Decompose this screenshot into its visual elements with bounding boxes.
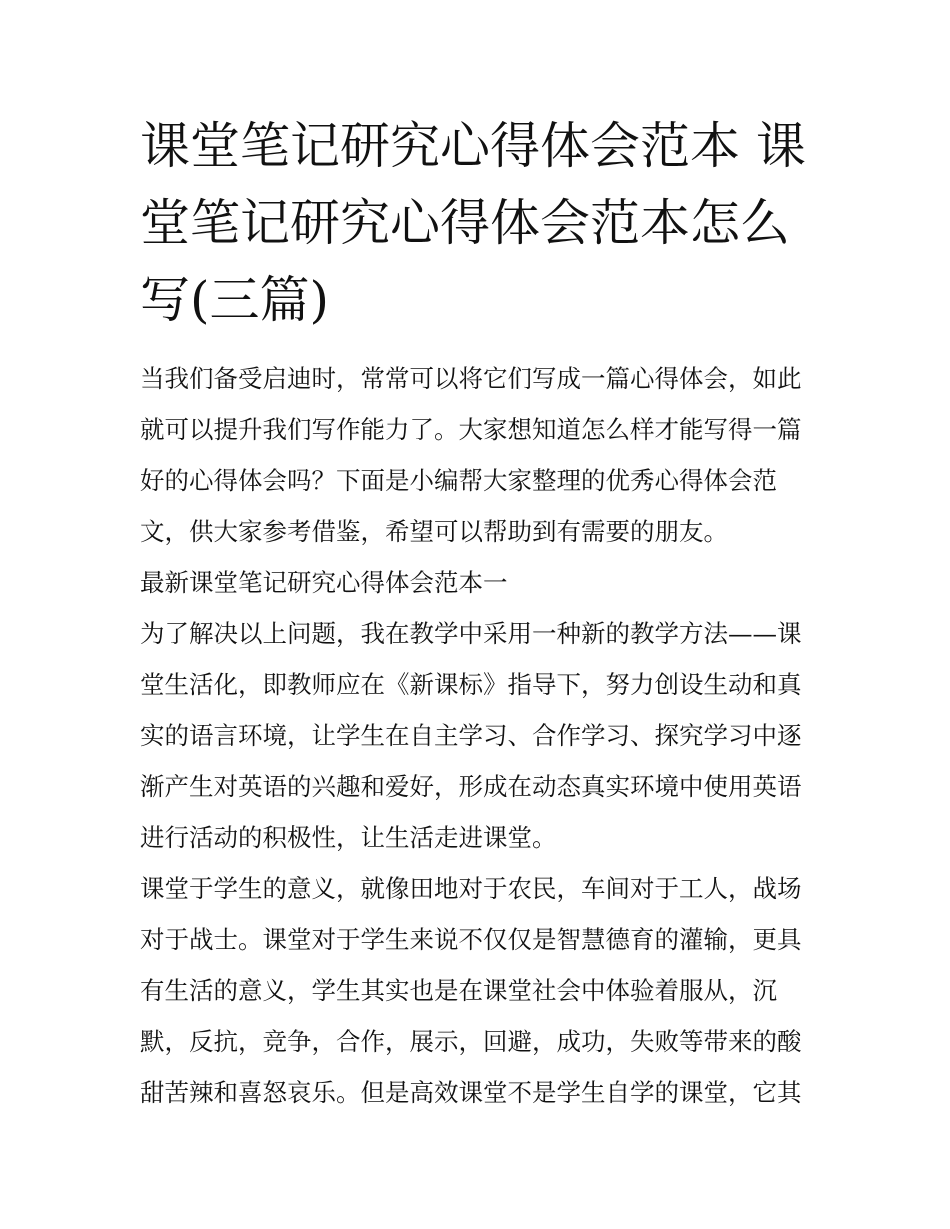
intro-paragraph: 当我们备受启迪时，常常可以将它们写成一篇心得体会，如此就可以提升我们写作能力了。大家想知道怎么样才能写得一篇好的心得体会吗？下面是小编帮大家整理的优秀心得体会范文，供大家参考借鉴，希望可以帮助到有需要的朋友。 bbox=[140, 364, 802, 546]
body-paragraph: 为了解决以上问题，我在教学中采用一种新的教学方法——课堂生活化，即教师应在《新课标》指导下，努力创设生动和真实的语言环境，让学生在自主学习、合作学习、探究学习中逐渐产生对英语的兴趣和爱好，形成在动态真实环境中使用英语进行活动的积极性，让生活走进课堂。 bbox=[140, 619, 802, 852]
document-body bbox=[140, 353, 815, 1118]
section-heading: 最新课堂笔记研究心得体会范本一 bbox=[140, 568, 508, 597]
document-title: 课堂笔记研究心得体会范本 课堂笔记研究心得体会范本怎么写(三篇) bbox=[140, 117, 806, 329]
body-paragraph: 课堂于学生的意义，就像田地对于农民，车间对于工人，战场对于战士。课堂对于学生来说不仅仅是智慧德育的灌输，更具有生活的意义，学生其实也是在课堂社会中体验着服从，沉默，反抗，竞争，合作，展示，回避，成功，失败等带来的酸甜苦辣和喜怒哀乐。但是高效课堂不是学生自学的课堂，它其 bbox=[140, 874, 802, 1107]
